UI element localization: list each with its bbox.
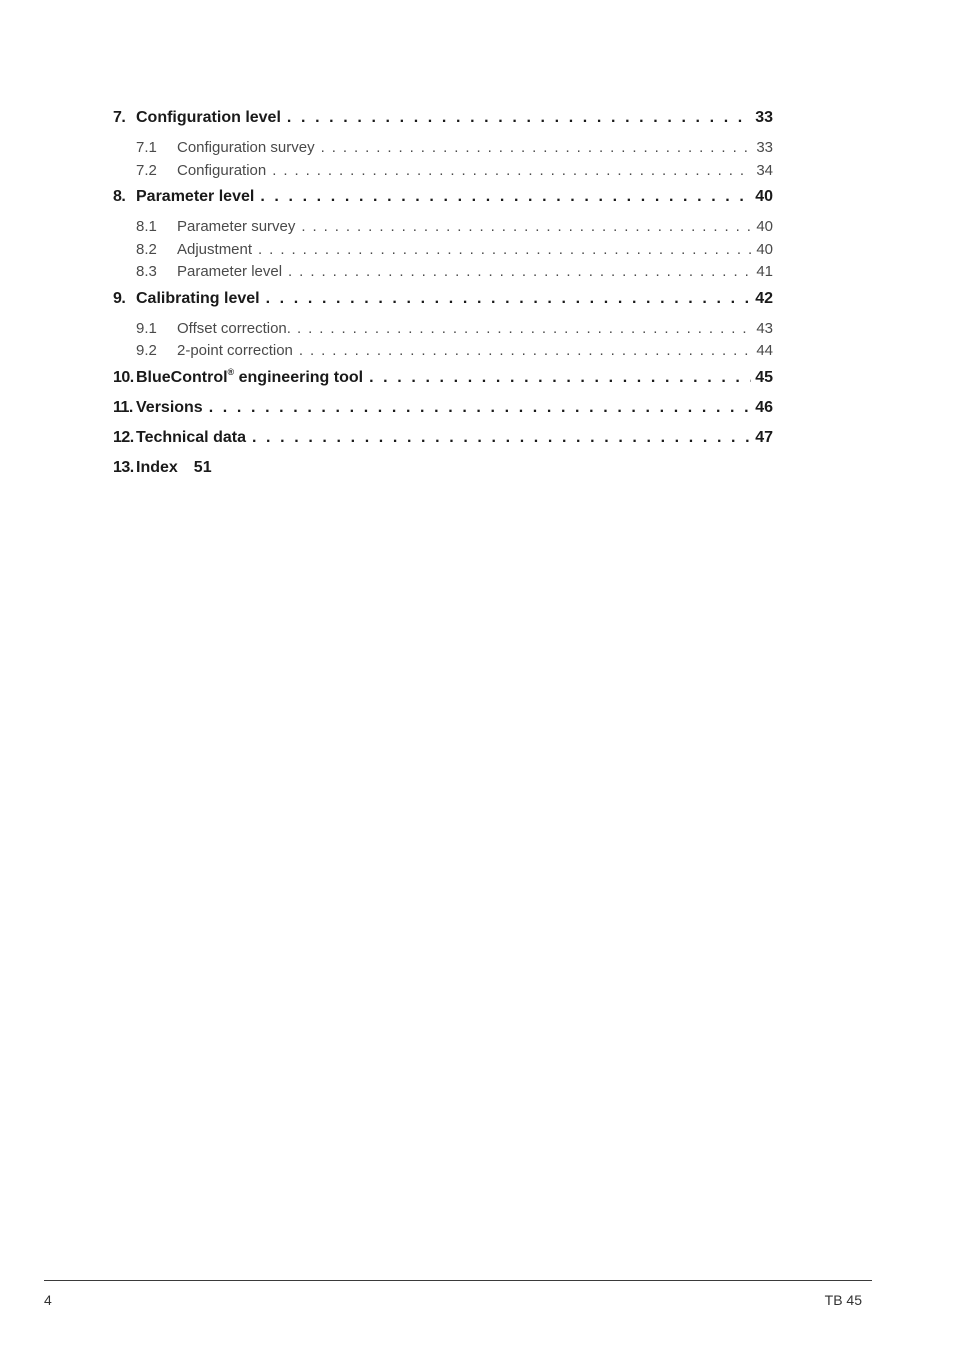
toc-title: Parameter level [177,263,283,280]
leader-dots [321,139,751,156]
leader-dots [266,290,751,308]
toc-chapter-11[interactable] [113,399,773,429]
table-of-contents [113,109,773,489]
toc-page: 47 [755,428,773,446]
leader-dots [272,162,751,179]
toc-number: 9. [113,289,126,307]
leader-dots [288,263,751,280]
toc-number: 7.1 [136,139,157,156]
toc-title: Parameter level [136,188,255,205]
toc-number: 8.2 [136,240,157,258]
toc-section-8-2[interactable] [113,241,773,264]
toc-title: Configuration level [136,109,281,126]
toc-number: 10. [113,368,134,386]
toc-chapter-9[interactable] [113,290,773,320]
toc-page: 51 [193,458,212,476]
toc-number: 7. [113,109,126,126]
toc-page: 40 [756,218,773,235]
toc-section-9-2[interactable] [113,342,773,365]
toc-title: Technical data [136,428,246,446]
toc-page: 34 [756,161,773,179]
toc-number: 8.1 [136,218,157,235]
toc-chapter-13[interactable] [113,459,773,489]
toc-title: Configuration [177,161,267,179]
toc-page: 46 [755,398,773,416]
toc-number: 13. [113,458,134,476]
toc-title-rest: engineering tool [234,368,364,386]
toc-section-9-1[interactable] [113,320,773,343]
toc-page: 44 [756,342,773,359]
footer-divider [44,1280,872,1281]
toc-title: Calibrating level [136,289,260,307]
toc-section-8-3[interactable] [113,263,773,286]
toc-section-7-1[interactable] [113,139,773,162]
leader-dots [299,342,751,359]
toc-title: Offset correction. [177,319,291,337]
footer-document-id: TB 45 [824,1292,862,1308]
leader-dots [369,369,751,387]
toc-number: 9.1 [136,319,157,337]
toc-number: 8.3 [136,263,157,280]
toc-title: Configuration survey [177,139,315,156]
leader-dots [252,429,751,447]
toc-number: 11. [113,398,133,416]
toc-number: 12. [113,428,134,446]
leader-dots [209,399,751,417]
toc-number: 9.2 [136,342,157,359]
toc-page: 45 [755,368,773,386]
toc-number: 7.2 [136,161,157,179]
toc-title: Parameter survey [177,218,296,235]
toc-chapter-10[interactable] [113,366,773,399]
toc-title: Versions [136,398,203,416]
toc-section-8-1[interactable] [113,218,773,241]
toc-title [136,366,364,387]
toc-page: 42 [755,289,773,307]
toc-page: 33 [755,109,773,126]
toc-number: 8. [113,188,126,205]
leader-dots [297,320,751,337]
toc-title: 2-point correction [177,342,293,359]
registered-mark: ® [227,366,235,377]
leader-dots [258,241,751,258]
toc-chapter-8[interactable] [113,188,773,218]
leader-dots [260,188,751,206]
toc-title: Adjustment [177,240,253,258]
toc-section-7-2[interactable] [113,162,773,185]
toc-page: 40 [755,188,773,205]
leader-dots [301,218,751,235]
toc-page: 33 [756,139,773,156]
toc-page: 40 [756,240,773,258]
footer-page-number: 4 [44,1292,52,1308]
leader-dots [287,109,751,127]
toc-title-main: BlueControl [136,368,228,386]
toc-title: Index [136,458,178,476]
toc-page: 41 [756,263,773,280]
toc-chapter-7[interactable] [113,109,773,139]
toc-page: 43 [756,319,773,337]
toc-chapter-12[interactable] [113,429,773,459]
